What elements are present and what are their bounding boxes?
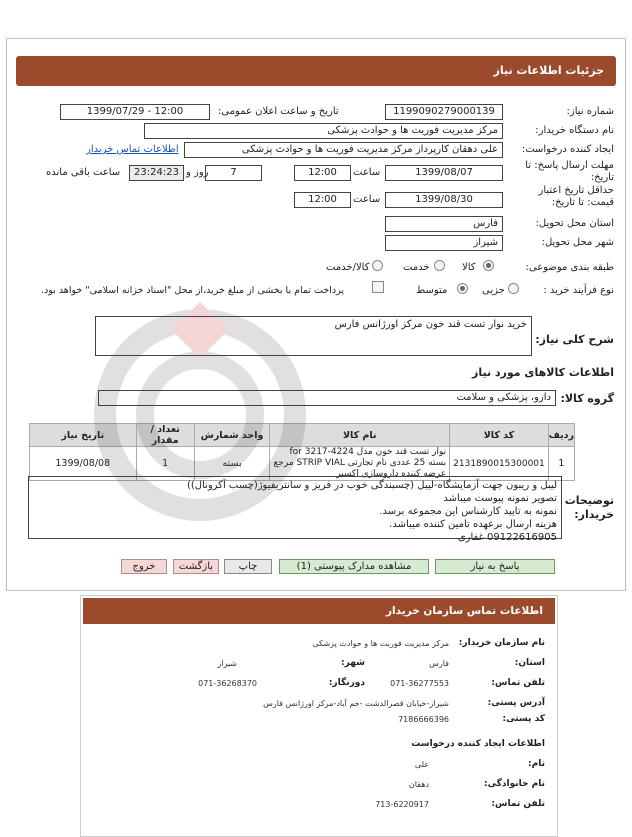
note-line: تصویر نمونه پیوست میباشد — [443, 493, 557, 504]
announce-label: تاریخ و ساعت اعلان عمومی: — [218, 106, 339, 117]
creator-info-title: اطلاعات ایجاد کننده درخواست — [411, 739, 545, 749]
category-option-service: خدمت — [403, 262, 430, 273]
col-qty: تعداد / مقدار — [136, 424, 194, 447]
deadline-time-label: ساعت — [353, 167, 381, 178]
remaining-time-field: 23:24:23 — [129, 165, 184, 181]
treasury-checkbox[interactable] — [372, 281, 384, 293]
validity-date-field: 1399/08/30 — [385, 192, 503, 208]
validity-time-label: ساعت — [353, 194, 381, 205]
col-code: کد کالا — [450, 424, 549, 447]
phone-label: تلفن تماس: — [491, 678, 545, 688]
org-value: مرکز مدیریت فوریت ها و حوادث پزشکی — [312, 639, 449, 648]
category-option-goods: کالا — [462, 262, 476, 273]
validity-label: حداقل تاریخ اعتبار قیمت: تا تاریخ: — [538, 185, 614, 208]
col-unit: واحد شمارش — [194, 424, 270, 447]
process-radio-minor[interactable] — [508, 283, 519, 294]
need-number-label: شماره نیاز: — [566, 106, 614, 117]
fax-label: دورنگار: — [328, 678, 365, 688]
creator-label: ایجاد کننده درخواست: — [521, 144, 614, 155]
validity-time-field: 12:00 — [294, 192, 351, 208]
col-name: نام کالا — [270, 424, 450, 447]
view-attachments-button[interactable]: مشاهده مدارک پیوستی (1) — [279, 559, 429, 574]
city-field: شیراز — [385, 235, 503, 251]
deadline-days-field: 7 — [205, 165, 262, 181]
table-header-row — [30, 424, 575, 447]
back-button[interactable]: بازگشت — [173, 559, 219, 574]
buyer-field: مرکز مدیریت فوریت ها و حوادث پزشکی — [144, 123, 503, 139]
note-line: 09122616905 غفاری — [457, 532, 557, 543]
address-value: شیراز-خیابان قصرالدشت -خم آباد-مرکز اورژانس فارس — [263, 699, 449, 708]
province-field: فارس — [385, 216, 503, 232]
note-line: نمونه به تایید کارشناس این مجموعه برسد. — [379, 506, 557, 517]
postal-value: 7186666396 — [398, 715, 449, 724]
process-option-minor: جزیی — [482, 285, 505, 296]
name-value: علی — [414, 760, 429, 769]
name-label: نام: — [528, 759, 545, 769]
cell-unit: بسته — [194, 447, 270, 481]
province-contact-label: استان: — [514, 658, 545, 668]
goods-info-title: اطلاعات کالاهای مورد نیاز — [472, 366, 614, 379]
category-label: طبقه بندی موضوعی: — [525, 262, 614, 273]
buyer-notes-label: توضیحات خریدار: — [564, 494, 614, 521]
family-label: نام خانوادگی: — [483, 779, 545, 789]
remaining-label: ساعت باقی مانده — [46, 167, 121, 178]
items-table — [29, 423, 575, 481]
summary-text: خرید نوار تست قند خون مرکز اورژانس فارس — [334, 319, 527, 330]
note-line: هزینه ارسال برعهده تامین کننده میباشد. — [389, 519, 557, 530]
col-row: ردیف — [548, 424, 574, 447]
goods-group-label: گروه کالا: — [560, 392, 614, 405]
deadline-date-field: 1399/08/07 — [385, 165, 503, 181]
creator-phone-label: تلفن تماس: — [491, 799, 545, 809]
category-radio-goods[interactable] — [483, 260, 494, 271]
postal-label: کد پستی: — [502, 714, 545, 724]
panel-header — [16, 56, 616, 86]
contact-section — [80, 595, 558, 837]
category-option-both: کالا/خدمت — [326, 262, 370, 273]
process-radio-medium[interactable] — [457, 283, 468, 294]
goods-group-field: دارو، پزشکی و سلامت — [98, 390, 556, 406]
panel-title: جزئیات اطلاعات نیاز — [493, 64, 604, 77]
deadline-time-field: 12:00 — [294, 165, 351, 181]
need-number-field: 1199090279000139 — [385, 104, 503, 120]
phone-value: 071-36277553 — [390, 679, 449, 688]
cell-row: 1 — [548, 447, 574, 481]
province-contact-value: فارس — [429, 659, 449, 668]
deadline-label: مهلت ارسال پاسخ: تا تاریخ: — [525, 160, 614, 183]
summary-label: شرح کلی نیاز: — [535, 333, 614, 346]
col-date: تاریخ نیاز — [30, 424, 137, 447]
cell-qty: 1 — [136, 447, 194, 481]
cell-date: 1399/08/08 — [30, 447, 137, 481]
process-option-medium: متوسط — [416, 285, 448, 296]
category-radio-both[interactable] — [372, 260, 383, 271]
creator-field: علی دهقان کارپرداز مرکز مدیریت فوریت ها و حوادث پزشکی — [184, 142, 503, 158]
exit-button[interactable]: خروج — [121, 559, 167, 574]
city-label: شهر محل تحویل: — [541, 237, 614, 248]
city-contact-label: شهر: — [341, 658, 365, 668]
reply-button[interactable]: پاسخ به نیاز — [435, 559, 555, 574]
cell-code: 2131890015300001 — [450, 447, 549, 481]
buyer-contact-link[interactable]: اطلاعات تماس خریدار — [86, 144, 179, 155]
treasury-note: پرداخت تمام یا بخشی از مبلغ خرید،از محل "اسناد خزانه اسلامی" خواهد بود. — [41, 285, 344, 296]
fax-value: 071-36268370 — [198, 679, 257, 688]
address-label: آدرس پستی: — [487, 698, 545, 708]
cell-name: نوار تست قند خون مدل 4224-3217 for بسته 25 عددی نام تجارتی STRIP VIAL مرجع عرضه کننده داروسازی اکسیر — [270, 447, 450, 481]
days-label: روز و — [186, 167, 209, 178]
summary-field — [95, 316, 532, 356]
buyer-label: نام دستگاه خریدار: — [535, 125, 614, 136]
category-radio-service[interactable] — [434, 260, 445, 271]
contact-header: اطلاعات تماس سازمان خریدار — [83, 598, 555, 624]
buyer-notes-box — [28, 476, 562, 543]
creator-phone-value: 713-6220917 — [375, 800, 429, 809]
process-label: نوع فرآیند خرید : — [543, 285, 614, 296]
announce-field: 1399/07/29 - 12:00 — [60, 104, 210, 120]
family-value: دهقان — [408, 780, 429, 789]
org-label: نام سازمان خریدار: — [458, 638, 545, 648]
city-contact-value: شیراز — [217, 659, 237, 668]
province-label: استان محل تحویل: — [535, 218, 614, 229]
note-line: لیبل و ریبون جهت آزمایشگاه-لیبل (چسبندگی خوب در فریز و سانتریفیوژ(چسب آکرونال)) — [186, 480, 557, 491]
print-button[interactable]: چاپ — [224, 559, 272, 574]
